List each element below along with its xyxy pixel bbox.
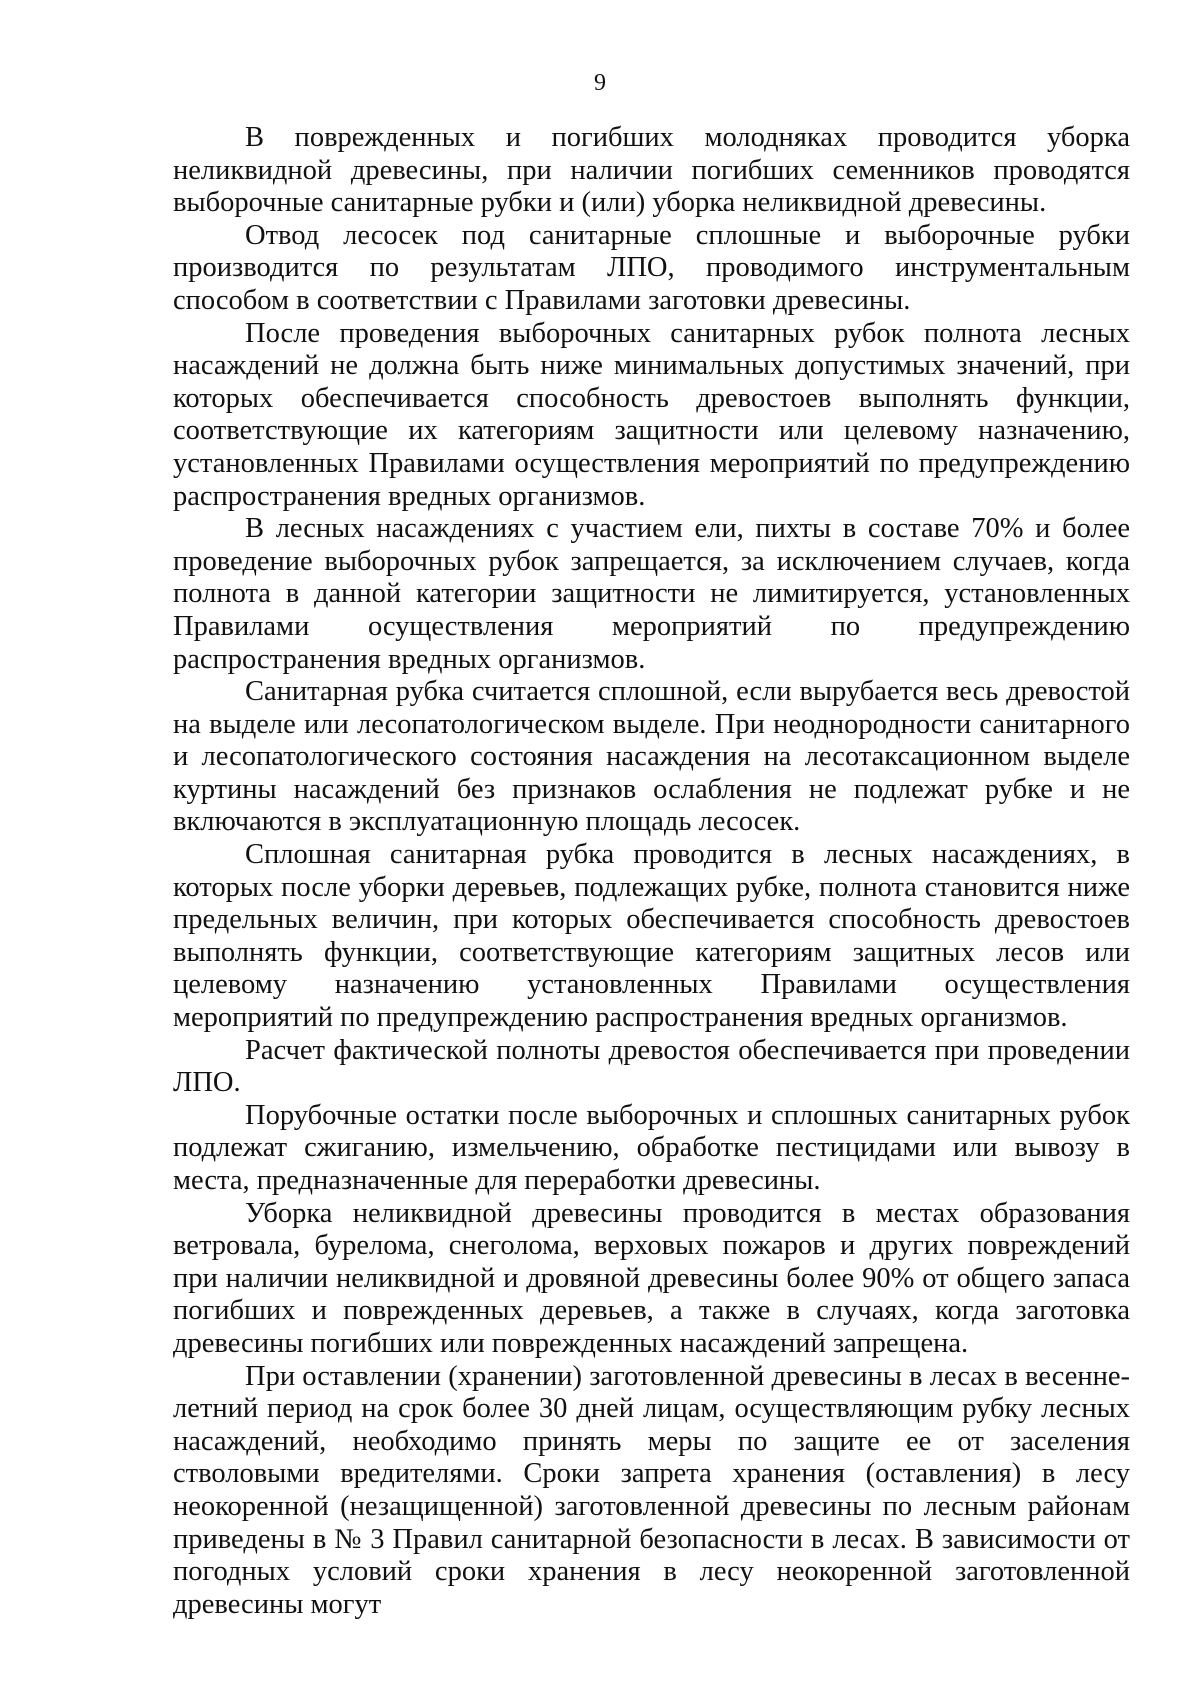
document-body	[173, 122, 1130, 1621]
paragraph-10: При оставлении (хранении) заготовленной древесины в лесах в весенне-летний период на срок более 30 дней лицам, осуществляющим рубку лесных насаждений, необходимо принять меры по защите ее от заселения стволовыми вредителями. Сроки запрета хранения (оставления) в лесу неокоренной (незащищенной) заготовленной древесины по лесным районам приведены в № 3 Правил санитарной безопасности в лесах. В зависимости от погодных условий сроки хранения в лесу неокоренной заготовленной древесины могут	[173, 1360, 1130, 1620]
paragraph-2: Отвод лесосек под санитарные сплошные и выборочные рубки производится по результатам ЛПО, проводимого инструментальным способом в соответствии с Правилами заготовки древесины.	[173, 219, 1130, 316]
paragraph-4: В лесных насаждениях с участием ели, пихты в составе 70% и более проведение выборочных рубок запрещается, за исключением случаев, когда полнота в данной категории защитности не лимитируется, установленных Правилами осуществления мероприятий по предупреждению распространения вредных организмов.	[173, 513, 1130, 675]
page-number: 9	[594, 70, 606, 96]
paragraph-5: Санитарная рубка считается сплошной, если вырубается весь древостой на выделе или лесопатологическом выделе. При неоднородности санитарного и лесопатологического состояния насаждения на лесотаксационном выделе куртины насаждений без признаков ослабления не подлежат рубке и не включаются в эксплуатационную площадь лесосек.	[173, 676, 1130, 838]
paragraph-9: Уборка неликвидной древесины проводится в местах образования ветровала, бурелома, снеголома, верховых пожаров и других повреждений при наличии неликвидной и дровяной древесины более 90% от общего запаса погибших и поврежденных деревьев, а также в случаях, когда заготовка древесины погибших или поврежденных насаждений запрещена.	[173, 1197, 1130, 1359]
paragraph-8: Порубочные остатки после выборочных и сплошных санитарных рубок подлежат сжиганию, измельчению, обработке пестицидами или вывозу в места, предназначенные для переработки древесины.	[173, 1099, 1130, 1196]
paragraph-1: В поврежденных и погибших молодняках проводится уборка неликвидной древесины, при наличии погибших семенников проводятся выборочные санитарные рубки и (или) уборка неликвидной древесины.	[173, 122, 1130, 219]
paragraph-3: После проведения выборочных санитарных рубок полнота лесных насаждений не должна быть ниже минимальных допустимых значений, при которых обеспечивается способность древостоев выполнять функции, соответствующие их категориям защитности или целевому назначению, установленных Правилами осуществления мероприятий по предупреждению распространения вредных организмов.	[173, 317, 1130, 512]
paragraph-6: Сплошная санитарная рубка проводится в лесных насаждениях, в которых после уборки деревьев, подлежащих рубке, полнота становится ниже предельных величин, при которых обеспечивается способность древостоев выполнять функции, соответствующие категориям защитных лесов или целевому назначению установленных Правилами осуществления мероприятий по предупреждению распространения вредных организмов.	[173, 839, 1130, 1034]
paragraph-7: Расчет фактической полноты древостоя обеспечивается при проведении ЛПО.	[173, 1034, 1130, 1099]
